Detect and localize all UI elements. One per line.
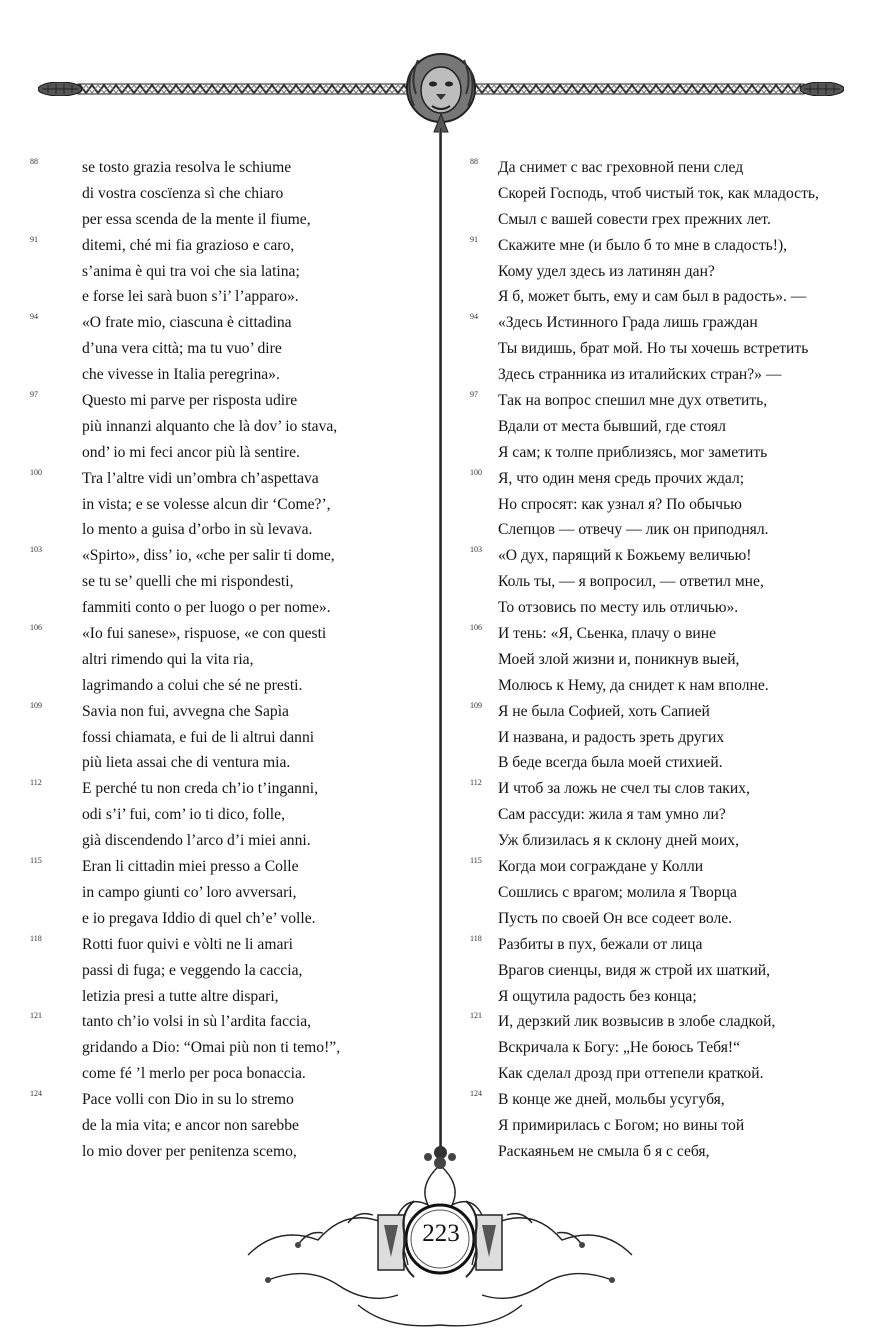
verse-number: 109	[30, 700, 42, 710]
italian-verse-line: lo mento a guisa d’orbo in sù levava.	[82, 521, 313, 539]
russian-verse-line: Я ощутила радость без конца;	[498, 987, 697, 1005]
lion-head-icon	[398, 48, 484, 134]
russian-verse-line: Ты видишь, брат мой. Но ты хочешь встретить	[498, 340, 809, 358]
russian-tercet	[470, 310, 870, 388]
verse-number: 124	[470, 1089, 482, 1099]
italian-verse-line: e io pregava Iddio di quel ch’e’ volle.	[82, 909, 316, 927]
russian-verse-line: Вскричала к Богу: „Не боюсь Тебя!“	[498, 1039, 740, 1057]
russian-tercet	[470, 776, 870, 854]
russian-tercet	[470, 388, 870, 466]
russian-verse-line: Я не была Софией, хоть Сапией	[498, 702, 710, 720]
italian-verse-line: di vostra coscïenza sì che chiaro	[82, 184, 284, 202]
italian-tercet	[30, 699, 430, 777]
italian-verse-line: se tu se’ quelli che mi rispondesti,	[82, 573, 294, 591]
italian-verse-line: ditemi, ché mi fia grazioso e caro,	[82, 236, 295, 254]
italian-verse-line: più lieta assai che di ventura mia.	[82, 754, 291, 772]
italian-tercet	[30, 776, 430, 854]
verse-number: 94	[470, 312, 478, 322]
russian-verse-line: Да снимет с вас греховной пени след	[498, 159, 744, 176]
italian-verse-line: Savia non fui, avvegna che Sapìa	[82, 702, 289, 720]
russian-verse-line: Сошлись с врагом; молила я Творца	[498, 883, 737, 901]
italian-tercet	[30, 854, 430, 932]
verse-number: 88	[470, 157, 478, 166]
italian-tercet	[30, 388, 430, 466]
verse-number: 124	[30, 1089, 42, 1099]
italian-verse-line: gridando a Dio: “Omai più non ti temo!”,	[82, 1039, 341, 1057]
russian-verse-line: Скорей Господь, чтоб чистый ток, как младость,	[498, 184, 819, 202]
italian-verse-line: Pace volli con Dio in su lo stremo	[82, 1091, 294, 1109]
russian-verse-line: «Здесь Истинного Града лишь граждан	[498, 314, 758, 332]
verse-number: 91	[30, 234, 38, 244]
italian-verse-line: Questo mi parve per risposta udire	[82, 392, 298, 410]
italian-verse-line: odi s’i’ fui, com’ io ti dico, folle,	[82, 806, 285, 824]
italian-verse-line: come fé ’l merlo per poca bonaccia.	[82, 1065, 306, 1083]
italian-verse-line: per essa scenda de la mente il fiume,	[82, 210, 311, 228]
italian-verse-line: fossi chiamata, e fui de li altrui danni	[82, 728, 315, 746]
italian-verse-line: lagrimando a colui che sé ne presti.	[82, 676, 303, 694]
russian-verse-line: Пусть по своей Он все содеет воле.	[498, 909, 733, 927]
verse-number: 97	[470, 390, 478, 400]
verse-number: 88	[30, 157, 38, 166]
russian-verse-line: В конце же дней, мольбы усугубя,	[498, 1091, 725, 1109]
verse-number: 106	[30, 623, 42, 633]
verse-number: 118	[470, 933, 482, 943]
italian-tercet	[30, 543, 430, 621]
verse-number: 115	[470, 856, 482, 866]
italian-verse-line: Rotti fuor quivi e vòlti ne li amari	[82, 935, 293, 953]
russian-tercet	[470, 932, 870, 1010]
italian-verse-line: altri rimendo qui la vita ria,	[82, 650, 254, 668]
russian-column	[470, 155, 870, 1165]
italian-tercet	[30, 932, 430, 1010]
russian-verse-line: Молюсь к Нему, да снидет к нам вполне.	[498, 676, 769, 694]
russian-tercet	[470, 854, 870, 932]
russian-verse-line: Вдали от места бывший, где стоял	[498, 417, 726, 435]
italian-tercet	[30, 1009, 430, 1087]
russian-verse-line: То отзовись по месту иль отличью».	[498, 599, 739, 617]
italian-tercet	[30, 155, 430, 233]
italian-verse-line: d’una vera città; ma tu vuo’ dire	[82, 340, 282, 358]
verse-number: 97	[30, 390, 38, 400]
italian-tercet	[30, 621, 430, 699]
verse-number: 115	[30, 856, 42, 866]
italian-verse-line: «Spirto», diss’ io, «che per salir ti dome,	[82, 547, 335, 565]
verse-number: 103	[30, 545, 42, 555]
italian-verse-line: E perché tu non creda ch’io t’inganni,	[82, 780, 318, 798]
russian-tercet	[470, 621, 870, 699]
italian-verse-line: lo mio dover per penitenza scemo,	[82, 1142, 297, 1160]
verse-number: 109	[470, 700, 482, 710]
italian-verse-line: passi di fuga; e veggendo la caccia,	[82, 961, 303, 979]
italian-tercet	[30, 310, 430, 388]
russian-verse-line: Так на вопрос спешил мне дух ответить,	[498, 392, 768, 410]
verse-number: 106	[470, 623, 482, 633]
italian-verse-line: Tra l’altre vidi un’ombra ch’aspettava	[82, 469, 319, 487]
page-number: 223	[422, 1220, 460, 1247]
russian-tercet	[470, 466, 870, 544]
russian-verse-line: Коль ты, — я вопросил, — ответил мне,	[498, 573, 764, 591]
russian-verse-line: Сам рассуди: жила я там умно ли?	[498, 806, 726, 824]
italian-verse-line: più innanzi alquanto che là dov’ io stava,	[82, 417, 338, 435]
russian-tercet	[470, 1009, 870, 1087]
russian-verse-line: Раскаяньем не смыла б я с себя,	[498, 1142, 710, 1160]
verse-number: 91	[470, 234, 478, 244]
italian-verse-line: letizia presi a tutte altre dispari,	[82, 987, 279, 1005]
verse-number: 100	[30, 467, 42, 477]
russian-verse-line: Я, что один меня средь прочих ждал;	[498, 469, 745, 487]
russian-verse-line: И, дерзкий лик возвысив в злобе сладкой,	[498, 1013, 776, 1031]
russian-verse-line: И названа, и радость зреть других	[498, 728, 725, 746]
italian-verse-line: «Io fui sanese», rispuose, «e con questi	[82, 625, 327, 643]
russian-verse-line: Слепцов — отвечу — лик он приподнял.	[498, 521, 769, 539]
italian-verse-line: che vivesse in Italia peregrina».	[82, 366, 280, 384]
russian-verse-line: Разбиты в пух, бежали от лица	[498, 935, 703, 953]
italian-verse-line: «O frate mio, ciascuna è cittadina	[82, 314, 292, 332]
russian-verse-line: Здесь странника из италийских стран?» —	[498, 366, 782, 384]
russian-verse-line: Моей злой жизни и, поникнув выей,	[498, 650, 740, 668]
verse-number: 103	[470, 545, 482, 555]
russian-verse-line: Как сделал дрозд при оттепели краткой.	[498, 1065, 764, 1083]
italian-verse-line: e forse lei sarà buon s’i’ l’apparo».	[82, 288, 299, 306]
russian-verse-line: В беде всегда была моей стихией.	[498, 754, 723, 772]
verse-number: 112	[30, 778, 42, 788]
russian-verse-line: Я сам; к толпе приблизясь, мог заметить	[498, 443, 768, 461]
russian-verse-line: И чтоб за ложь не счел ты слов таких,	[498, 780, 750, 798]
russian-tercet	[470, 233, 870, 311]
russian-verse-line: И тень: «Я, Сьенка, плачу о вине	[498, 625, 717, 643]
russian-verse-line: Кому удел здесь из латинян дан?	[498, 262, 715, 280]
russian-tercet	[470, 155, 870, 233]
russian-verse-line: Но спросят: как узнал я? По обычью	[498, 495, 742, 513]
verse-number: 121	[30, 1011, 42, 1021]
verse-number: 94	[30, 312, 38, 322]
italian-verse-line: se tosto grazia resolva le schiume	[82, 159, 292, 176]
italian-verse-line: già discendendo l’arco d’i miei anni.	[82, 832, 311, 850]
russian-verse-line: «О дух, парящий к Божьему величью!	[498, 547, 752, 565]
russian-verse-line: Уж близилась я к склону дней моих,	[498, 832, 739, 850]
italian-verse-line: in vista; e se volesse alcun dir ‘Come?’,	[82, 495, 331, 513]
russian-verse-line: Врагов сиенцы, видя ж строй их шаткий,	[498, 961, 771, 979]
column-divider	[439, 128, 442, 1158]
italian-tercet	[30, 233, 430, 311]
italian-verse-line: fammiti conto o per luogo o per nome».	[82, 599, 331, 617]
italian-verse-line: s’anima è qui tra voi che sia latina;	[82, 262, 300, 280]
russian-verse-line: Я примирилась с Богом; но вины той	[498, 1116, 745, 1134]
verse-number: 118	[30, 933, 42, 943]
italian-verse-line: ond’ io mi feci ancor più là sentire.	[82, 443, 300, 461]
italian-column	[30, 155, 430, 1165]
russian-verse-line: Скажите мне (и было б то мне в сладость!),	[498, 236, 788, 254]
russian-verse-line: Когда мои сограждане у Колли	[498, 858, 704, 876]
italian-tercet	[30, 466, 430, 544]
italian-verse-line: tanto ch’io volsi in sù l’ardita faccia,	[82, 1013, 312, 1031]
italian-verse-line: Eran li cittadin miei presso a Colle	[82, 858, 299, 876]
russian-tercet	[470, 699, 870, 777]
russian-verse-line: Смыл с вашей совести грех прежних лет.	[498, 210, 771, 228]
italian-verse-line: de la mia vita; e ancor non sarebbe	[82, 1116, 299, 1134]
verse-number: 100	[470, 467, 482, 477]
verse-number: 112	[470, 778, 482, 788]
russian-tercet	[470, 543, 870, 621]
russian-verse-line: Я б, может быть, ему и сам был в радость». —	[498, 288, 807, 306]
italian-verse-line: in campo giunti co’ loro avversari,	[82, 883, 297, 901]
verse-number: 121	[470, 1011, 482, 1021]
